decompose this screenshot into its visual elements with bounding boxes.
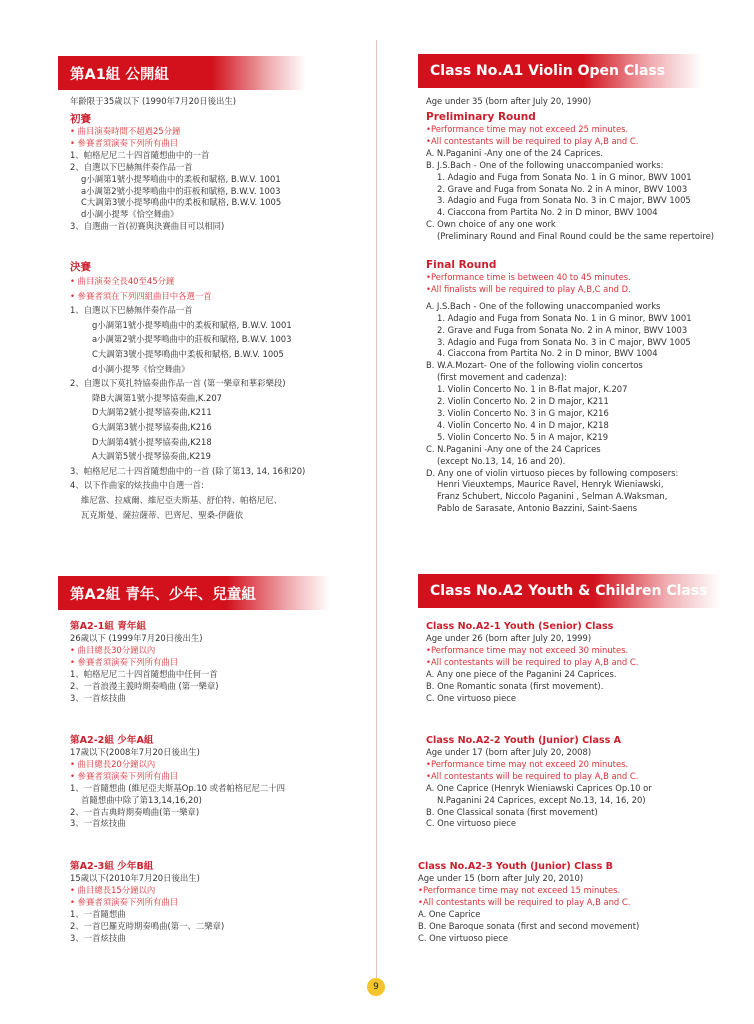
rule-text: •Performance time may not exceed 30 minutes. — [426, 644, 629, 655]
repertoire-item: A. J.S.Bach - One of the following unaccompanied works — [426, 300, 661, 311]
section-banner-a2-en — [418, 574, 720, 608]
age-text: 15歲以下(2010年7月20日後出生) — [70, 873, 200, 883]
repertoire-item: 2、自選以下巴赫無伴奏作品一首 — [70, 161, 193, 172]
banner-title: 第A2組 青年、少年、兒童組 — [70, 586, 256, 603]
a1-en-prelim — [426, 110, 714, 243]
repertoire-item: 降B大調第1號小提琴協奏曲,K.207 — [92, 392, 222, 403]
repertoire-item: A. Any one piece of the Paganini 24 Caprices. — [426, 668, 617, 679]
a2-2-zh — [70, 734, 285, 830]
repertoire-item: A. One Caprice — [418, 908, 481, 919]
repertoire-item: 2、一首巴羅克時期奏鳴曲(第一、二樂章) — [70, 920, 225, 931]
a1-zh-final — [70, 260, 305, 522]
rule-text: •All contestants will be required to play A,B and C. — [426, 656, 639, 667]
rule-text: • 參賽者須演奏下列所有曲目 — [70, 896, 179, 907]
repertoire-item: 4、以下作曲家的炫技曲中自選一首: — [70, 480, 204, 491]
repertoire-item: C. One virtuoso piece — [426, 818, 517, 829]
age-text: Age under 35 (born after July 20, 1990) — [426, 96, 592, 106]
rule-text: • 參賽者須演奏下列所有曲目 — [70, 770, 179, 781]
repertoire-item: (first movement and cadenza): — [437, 372, 567, 383]
repertoire-item: 1、一首隨想曲 (維尼亞夫斯基Op.10 或者帕格尼尼二十四 — [70, 782, 286, 793]
prelim-title: 初賽 — [70, 113, 91, 125]
repertoire-item: 2. Grave and Fuga from Sonata No. 2 in A minor, BWV 1003 — [437, 183, 688, 194]
repertoire-item: A大調第5號小提琴協奏曲,K219 — [92, 451, 211, 462]
repertoire-item: 3. Violin Concerto No. 3 in G major, K216 — [437, 407, 609, 418]
final-title: Final Round — [426, 259, 497, 271]
repertoire-item: a小調第2號小提琴鳴曲中的莊板和賦格, B.W.V. 1003 — [92, 334, 292, 345]
group-title: 第A2-1組 青年組 — [70, 621, 147, 632]
rule-text: •All finalists will be required to play A,B,C and D. — [426, 283, 631, 294]
a1-zh-age — [70, 96, 236, 108]
repertoire-item: (except No.13, 14, 16 and 20). — [437, 455, 566, 466]
rule-text: •All contestants will be required to play A,B and C. — [426, 135, 639, 146]
repertoire-item: C. Own choice of any one work — [426, 219, 556, 230]
repertoire-item: 2、自選以下莫扎特協奏曲作品一首 (第一樂章和華彩樂段) — [70, 378, 286, 389]
group-title: 第A2-3組 少年B組 — [70, 861, 154, 872]
repertoire-item: 3. Adagio and Fuga from Sonata No. 3 in C major, BWV 1005 — [437, 195, 691, 206]
rule-text: • 曲目總長15分鐘以內 — [70, 884, 156, 895]
banner-title: Class No.A2 Youth & Children Class — [430, 583, 708, 599]
repertoire-item: g小調第1號小提琴鳴曲中的柔板和賦格, B.W.V. 1001 — [92, 319, 292, 330]
repertoire-item: Pablo de Sarasate, Antonio Bazzini, Saint-Saens — [437, 503, 638, 514]
repertoire-item: 4. Ciaccona from Partita No. 2 in D minor, BWV 1004 — [437, 348, 658, 359]
repertoire-item: 2. Grave and Fuga from Sonata No. 2 in A minor, BWV 1003 — [437, 324, 688, 335]
repertoire-item: C. One virtuoso piece — [426, 692, 517, 703]
repertoire-item: B. One Romantic sonata (first movement). — [426, 680, 604, 691]
rule-text: • 曲目總長30分鐘以內 — [70, 644, 156, 655]
section-banner-a1-en — [418, 54, 702, 88]
banner-title: Class No.A1 Violin Open Class — [430, 63, 666, 79]
a1-en-age — [426, 96, 591, 108]
rule-text: • 參賽者須在下列四組曲目中各選一首 — [70, 290, 212, 301]
repertoire-item: C大調第3號小提琴鳴曲中柔板和賦格, B.W.V. 1005 — [92, 348, 284, 359]
repertoire-item: D大調第4號小提琴協奏曲,K218 — [92, 436, 212, 447]
repertoire-item: 2. Violin Concerto No. 2 in D major, K211 — [437, 396, 609, 407]
repertoire-item: 3、自選曲一首(初賽與決賽曲目可以相同) — [70, 221, 225, 232]
repertoire-item: 3、一首炫技曲 — [70, 692, 126, 703]
repertoire-item: 1. Violin Concerto No. 1 in B-flat major, K.207 — [437, 384, 628, 395]
a1-en-final — [426, 258, 692, 515]
repertoire-item: 瓦克斯曼、薩拉薩蒂、巴齊尼、聖桑-伊薩依 — [81, 509, 244, 520]
group-title: Class No.A2-3 Youth (Junior) Class B — [418, 861, 613, 872]
repertoire-item: 1、自選以下巴赫無伴奏作品一首 — [70, 305, 193, 316]
repertoire-item: a小調第2號小提琴鳴曲中的莊板和賦格, B.W.V. 1003 — [81, 185, 281, 196]
repertoire-item: Henri Vieuxtemps, Maurice Ravel, Henryk Wieniawski, — [437, 479, 664, 490]
rule-text: •All contestants will be required to play A,B and C. — [426, 770, 639, 781]
repertoire-item: g小調第1號小提琴鳴曲中的柔板和賦格, B.W.V. 1001 — [81, 173, 281, 184]
repertoire-item: A. One Caprice (Henryk Wieniawski Caprices Op.10 or — [426, 782, 652, 793]
section-banner-a1-zh — [58, 56, 306, 90]
age-text: 年齡限于35歲以下 (1990年7月20日後出生) — [70, 96, 237, 106]
rule-text: •Performance time may not exceed 20 minutes. — [426, 758, 629, 769]
repertoire-item: C. One virtuoso piece — [418, 932, 509, 943]
repertoire-item: B. W.A.Mozart- One of the following violin concertos — [426, 360, 643, 371]
repertoire-item: 2、一首浪漫主義時期奏鳴曲 (第一樂章) — [70, 680, 219, 691]
repertoire-item: 1. Adagio and Fuga from Sonata No. 1 in G minor, BWV 1001 — [437, 312, 692, 323]
repertoire-item: d小調小提琴《恰空舞曲》 — [81, 209, 179, 220]
repertoire-item: 5. Violin Concerto No. 5 in A major, K219 — [437, 431, 609, 442]
repertoire-item: 1、帕格尼尼二十四首隨想曲中任何一首 — [70, 668, 218, 679]
rule-text: • 曲目演奏時間不超過25分鐘 — [70, 126, 181, 136]
repertoire-item: 1、帕格尼尼二十四首隨想曲中的一首 — [70, 149, 210, 160]
repertoire-item: G大調第3號小提琴協奏曲,K216 — [92, 421, 212, 432]
banner-title: 第A1組 公開組 — [70, 66, 169, 83]
a2-1-zh — [70, 620, 219, 704]
a1-zh-prelim — [70, 112, 281, 233]
repertoire-item: B. J.S.Bach - One of the following unaccompanied works: — [426, 159, 664, 170]
repertoire-item: 維尼當、拉威爾、維尼亞夫斯基、舒伯特、帕格尼尼、 — [81, 494, 282, 505]
rule-text: • 曲目演奏全長40至45分鐘 — [70, 276, 175, 286]
page-number: 9 — [367, 978, 385, 996]
a2-3-en — [418, 860, 639, 944]
repertoire-item: 1、一首隨想曲 — [70, 908, 126, 919]
repertoire-item: A. N.Paganini -Any one of the 24 Caprices. — [426, 147, 604, 158]
rule-text: • 參賽者須演奏下列所有曲目 — [70, 656, 179, 667]
a2-1-en — [426, 620, 638, 704]
rule-text: •Performance time may not exceed 25 minutes. — [426, 124, 629, 134]
group-title: 第A2-2組 少年A組 — [70, 735, 154, 746]
final-title: 決賽 — [70, 261, 91, 273]
group-title: Class No.A2-1 Youth (Senior) Class — [426, 621, 614, 632]
repertoire-item: 1. Adagio and Fuga from Sonata No. 1 in G minor, BWV 1001 — [437, 171, 692, 182]
repertoire-item: Franz Schubert, Niccolo Paganini , Selman A.Waksman, — [437, 491, 668, 502]
group-title: Class No.A2-2 Youth (Junior) Class A — [426, 735, 622, 746]
age-text: Age under 26 (born after July 20, 1999) — [426, 633, 592, 643]
age-text: Age under 17 (born after July 20, 2008) — [426, 747, 592, 757]
age-text: Age under 15 (born after July 20, 2010) — [418, 873, 584, 883]
repertoire-item: d小調小提琴《恰空舞曲》 — [92, 363, 190, 374]
a2-2-en — [426, 734, 652, 830]
repertoire-item: 2、一首古典時期奏鳴曲(第一樂章) — [70, 806, 200, 817]
repertoire-item: D. Any one of violin virtuoso pieces by following composers: — [426, 467, 679, 478]
a2-3-zh — [70, 860, 224, 944]
age-text: 17歲以下(2008年7月20日後出生) — [70, 747, 200, 757]
repertoire-item: B. One Baroque sonata (first and second movement) — [418, 920, 640, 931]
rule-text: • 參賽者須演奏下列所有曲目 — [70, 137, 179, 148]
rule-text: •Performance time may not exceed 15 minutes. — [418, 884, 621, 895]
repertoire-item: 3、一首炫技曲 — [70, 818, 126, 829]
repertoire-item: C. N.Paganini -Any one of the 24 Caprices — [426, 443, 601, 454]
repertoire-item: 4. Ciaccona from Partita No. 2 in D minor, BWV 1004 — [437, 207, 658, 218]
repertoire-item: 3、一首炫技曲 — [70, 932, 126, 943]
repertoire-item: C大調第3號小提琴鳴曲中的柔板和賦格, B.W.V. 1005 — [81, 197, 282, 208]
age-text: 26歲以下 (1999年7月20日後出生) — [70, 633, 203, 643]
repertoire-item: N.Paganini 24 Caprices, except No.13, 14, 16, 20) — [437, 794, 646, 805]
rule-text: •Performance time is between 40 to 45 minutes. — [426, 272, 631, 282]
repertoire-item: 首隨想曲中除了第13,14,16,20) — [81, 794, 202, 805]
section-banner-a2-zh — [58, 576, 330, 610]
repertoire-item: B. One Classical sonata (first movement) — [426, 806, 598, 817]
repertoire-item: 4. Violin Concerto No. 4 in D major, K218 — [437, 419, 609, 430]
repertoire-item: 3、帕格尼尼二十四首隨想曲中的一首 (除了第13, 14, 16和20) — [70, 465, 306, 476]
prelim-title: Preliminary Round — [426, 111, 536, 123]
column-divider — [376, 40, 377, 980]
rule-text: • 曲目總長20分鐘以內 — [70, 758, 156, 769]
repertoire-item: (Preliminary Round and Final Round could be the same repertoire) — [437, 231, 715, 242]
repertoire-item: D大調第2號小提琴協奏曲,K211 — [92, 407, 212, 418]
rule-text: •All contestants will be required to play A,B and C. — [418, 896, 631, 907]
repertoire-item: 3. Adagio and Fuga from Sonata No. 3 in C major, BWV 1005 — [437, 336, 691, 347]
